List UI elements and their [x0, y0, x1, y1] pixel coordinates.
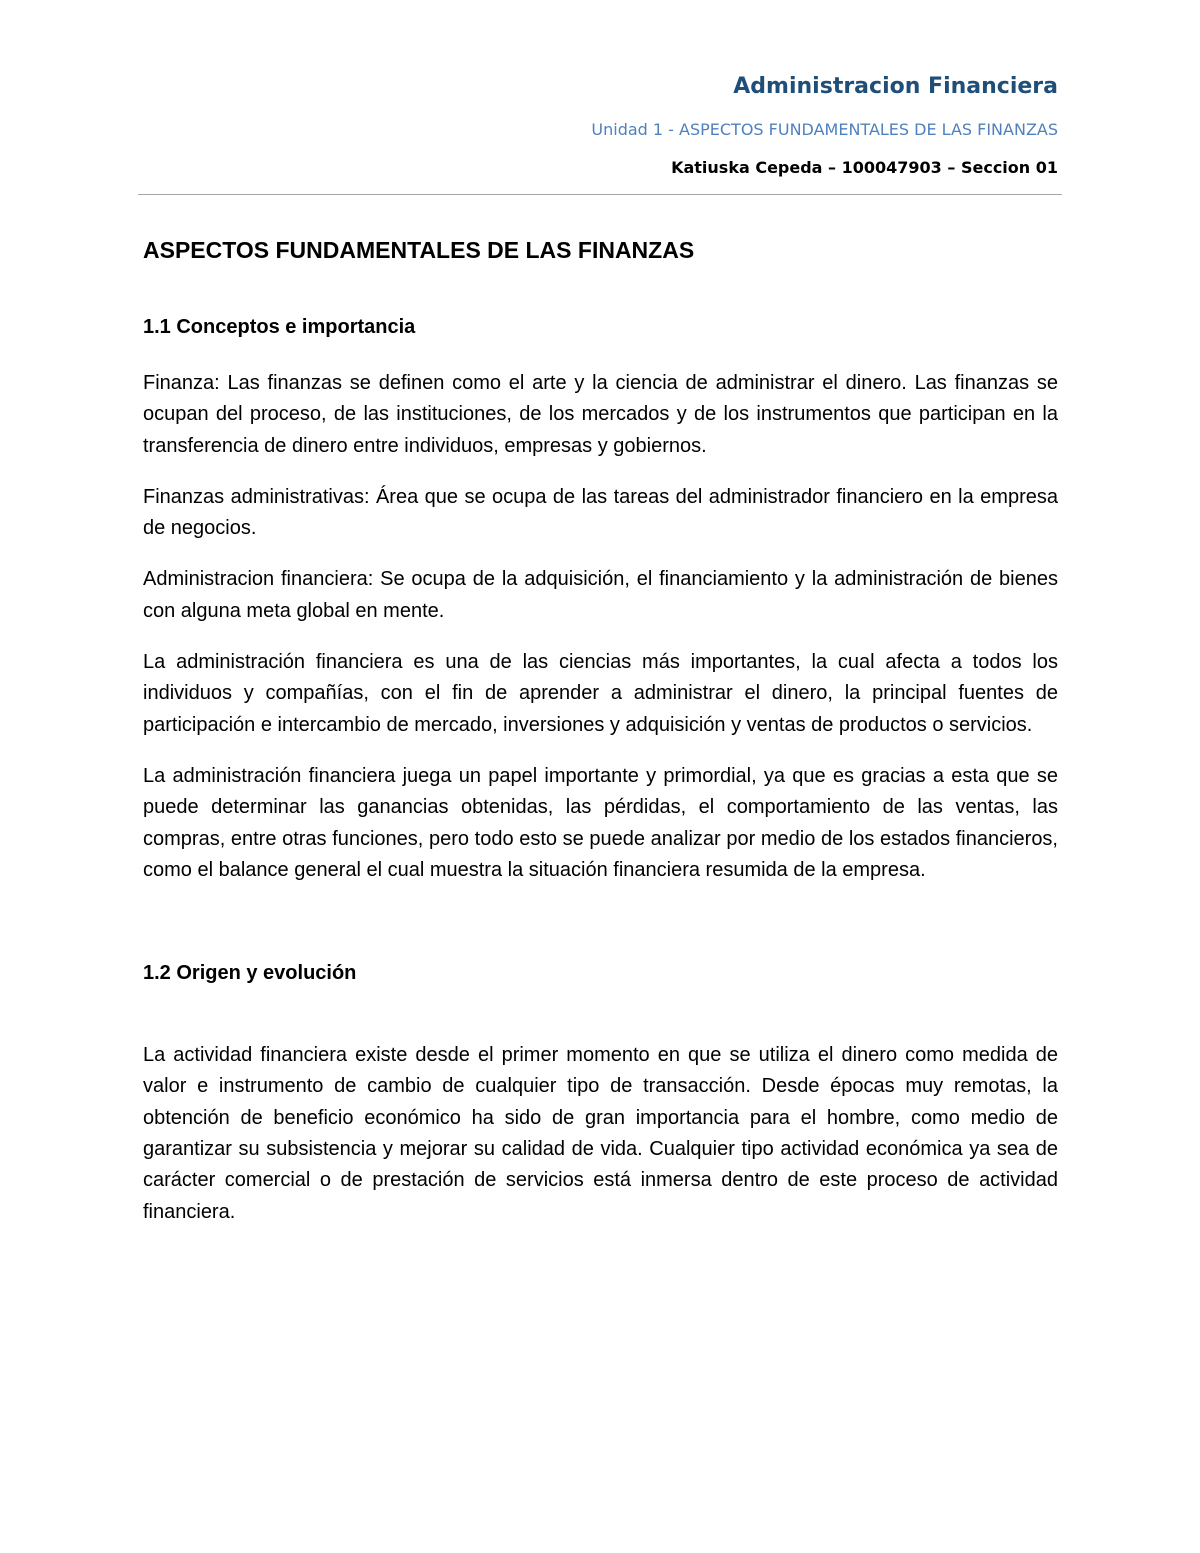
section-conceptos [143, 312, 1058, 886]
unit-subtitle: Unidad 1 - ASPECTOS FUNDAMENTALES DE LAS FINANZAS [591, 120, 1058, 139]
document-body [143, 232, 1058, 1248]
section-heading: 1.1 Conceptos e importancia [143, 316, 416, 338]
paragraph: Administracion financiera: Se ocupa de la adquisición, el financiamiento y la administración de bienes con alguna meta global en mente. [143, 568, 1058, 622]
paragraph: La administración financiera juega un papel importante y primordial, ya que es gracias a esta que se puede determinar las ganancias obtenidas, las pérdidas, el comportamiento de las ventas, las compras, entre otras funciones, pero todo esto se puede analizar por medio de los estados financieros, como el balance general el cual muestra la situación financiera resumida de la empresa. [143, 764, 1058, 881]
paragraph: La actividad financiera existe desde el primer momento en que se utiliza el dinero como medida de valor e instrumento de cambio de cualquier tipo de transacción. Desde épocas muy remotas, la obtención de beneficio económico ha sido de gran importancia para el hombre, como medio de garantizar su subsistencia y mejorar su calidad de vida. Cualquier tipo actividad económica ya sea de carácter comercial o de prestación de servicios está inmersa dentro de este proceso de actividad financiera. [143, 1044, 1058, 1223]
author-line: Katiuska Cepeda – 100047903 – Seccion 01 [671, 158, 1058, 177]
section-origen [143, 958, 1058, 1228]
paragraph: Finanza: Las finanzas se definen como el arte y la ciencia de administrar el dinero. Las finanzas se ocupan del proceso, de las instituciones, de los mercados y de los instrumentos que participan en la transferencia de dinero entre individuos, empresas y gobiernos. [143, 372, 1058, 457]
page-header [138, 70, 1062, 180]
paragraph: Finanzas administrativas: Área que se ocupa de las tareas del administrador financiero en la empresa de negocios. [143, 485, 1058, 540]
document-title: ASPECTOS FUNDAMENTALES DE LAS FINANZAS [143, 237, 695, 263]
course-title: Administracion Financiera [733, 74, 1058, 99]
header-divider [138, 194, 1062, 195]
paragraph: La administración financiera es una de las ciencias más importantes, la cual afecta a todos los individuos y compañías, con el fin de aprender a administrar el dinero, la principal fuentes de participación e intercambio de mercado, inversiones y adquisición y ventas de productos o servicios. [143, 651, 1058, 736]
section-heading: 1.2 Origen y evolución [143, 962, 357, 985]
